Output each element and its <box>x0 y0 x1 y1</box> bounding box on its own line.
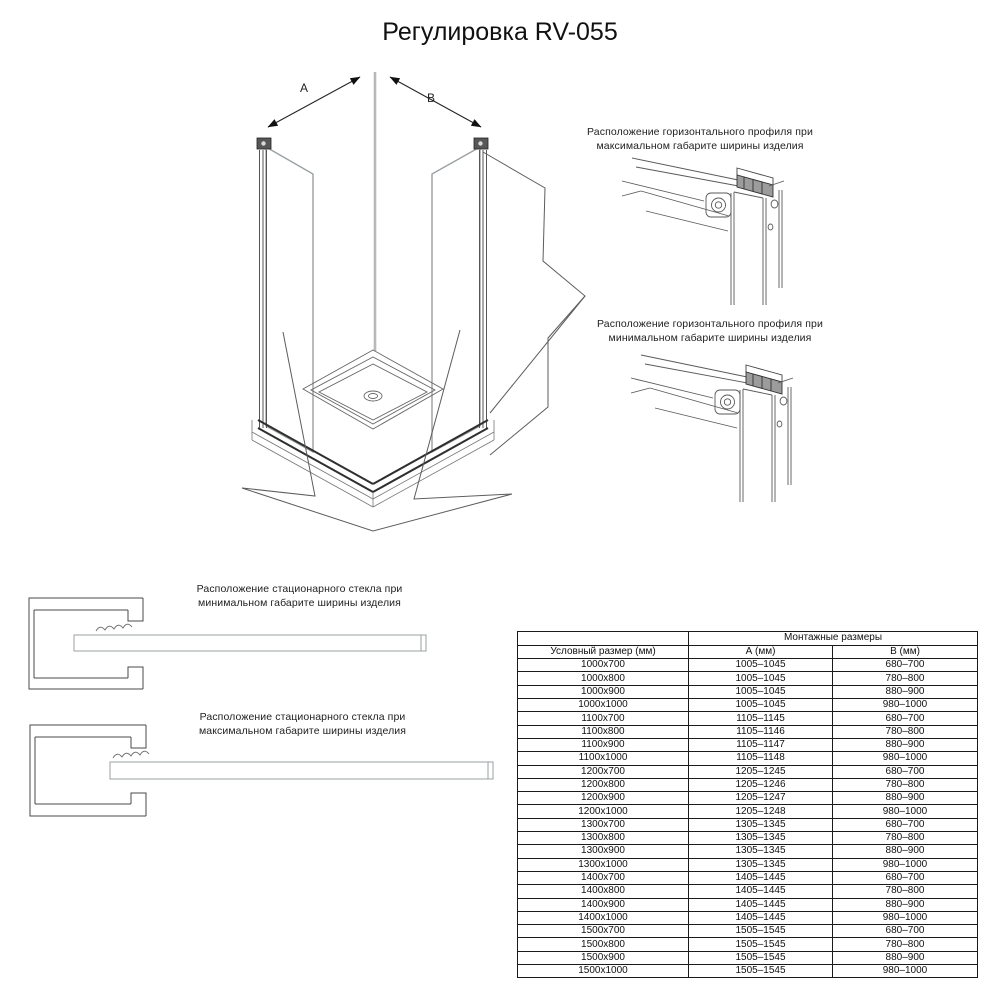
cell-size: 1500x900 <box>518 951 689 964</box>
cell-b: 980–1000 <box>833 805 978 818</box>
table-row <box>518 712 978 725</box>
section-glass-max <box>30 725 493 816</box>
cell-size: 1400x1000 <box>518 911 689 924</box>
cell-a: 1005–1045 <box>689 672 833 685</box>
cell-b: 880–900 <box>833 792 978 805</box>
cell-b: 980–1000 <box>833 752 978 765</box>
cell-b: 680–700 <box>833 765 978 778</box>
cell-size: 1400x700 <box>518 871 689 884</box>
cell-b: 980–1000 <box>833 699 978 712</box>
table-row <box>518 845 978 858</box>
table-row <box>518 765 978 778</box>
cell-a: 1305–1345 <box>689 845 833 858</box>
glass-pane-section <box>110 762 493 779</box>
left-glass-panel <box>266 147 313 452</box>
shower-tray <box>303 350 443 429</box>
cell-a: 1205–1248 <box>689 805 833 818</box>
cell-b: 880–900 <box>833 898 978 911</box>
cell-a: 1005–1045 <box>689 699 833 712</box>
cell-size: 1000x800 <box>518 672 689 685</box>
cell-a: 1105–1147 <box>689 738 833 751</box>
cell-a: 1305–1345 <box>689 858 833 871</box>
dimension-b-line <box>390 77 481 127</box>
cell-a: 1105–1148 <box>689 752 833 765</box>
cell-a: 1405–1445 <box>689 871 833 884</box>
cell-size: 1300x700 <box>518 818 689 831</box>
table-row <box>518 911 978 924</box>
cell-b: 880–900 <box>833 685 978 698</box>
dimension-a-label: A <box>300 81 309 95</box>
cell-a: 1205–1247 <box>689 792 833 805</box>
cell-a: 1505–1545 <box>689 925 833 938</box>
cell-b: 980–1000 <box>833 911 978 924</box>
section-glass-min <box>29 598 426 689</box>
right-post-cap-screw <box>478 141 482 145</box>
cell-size: 1000x700 <box>518 659 689 672</box>
table-group-header-row <box>518 632 978 646</box>
cell-b: 780–800 <box>833 778 978 791</box>
table-row <box>518 951 978 964</box>
gasket-wave <box>96 624 132 631</box>
table-header-row <box>518 645 978 659</box>
arrow-to-profile-details <box>483 152 585 455</box>
caption-horizontal-profile-max: Расположение горизонтального профиля при максимальном габарите ширины изделия <box>587 126 813 152</box>
cell-a: 1205–1245 <box>689 765 833 778</box>
cell-a: 1005–1045 <box>689 685 833 698</box>
cell-a: 1405–1445 <box>689 898 833 911</box>
bottom-frame <box>258 420 488 492</box>
table-row <box>518 818 978 831</box>
cell-a: 1505–1545 <box>689 938 833 951</box>
cell-b: 780–800 <box>833 885 978 898</box>
table-row <box>518 685 978 698</box>
header-b: В (мм) <box>833 645 978 659</box>
caption-stationary-glass-min: Расположение стационарного стекла при минимальном габарите ширины изделия <box>196 583 403 609</box>
cell-size: 1500x700 <box>518 925 689 938</box>
cell-b: 680–700 <box>833 818 978 831</box>
header-size: Условный размер (мм) <box>518 645 689 659</box>
table-row <box>518 725 978 738</box>
group-header-cell: Монтажные размеры <box>689 632 978 646</box>
cell-a: 1305–1345 <box>689 818 833 831</box>
left-post-cap-screw <box>261 141 265 145</box>
corner-cell <box>518 632 689 646</box>
cell-size: 1200x900 <box>518 792 689 805</box>
cell-b: 880–900 <box>833 951 978 964</box>
glass-pane-section <box>74 635 426 651</box>
drain <box>364 391 382 401</box>
enclosure-isometric <box>252 72 494 507</box>
cell-b: 880–900 <box>833 845 978 858</box>
cell-b: 680–700 <box>833 712 978 725</box>
cell-size: 1400x900 <box>518 898 689 911</box>
header-a: А (мм) <box>689 645 833 659</box>
table-row <box>518 965 978 978</box>
cell-a: 1305–1345 <box>689 832 833 845</box>
detail-horizontal-profile-max <box>622 158 784 305</box>
cell-size: 1200x800 <box>518 778 689 791</box>
gasket-wave <box>113 751 149 758</box>
cell-size: 1500x800 <box>518 938 689 951</box>
cell-size: 1200x1000 <box>518 805 689 818</box>
caption-horizontal-profile-min: Расположение горизонтального профиля при минимальном габарите ширины изделия <box>597 318 823 344</box>
cell-size: 1000x900 <box>518 685 689 698</box>
cell-size: 1200x700 <box>518 765 689 778</box>
bottom-frame-skirt <box>252 420 494 507</box>
cell-a: 1405–1445 <box>689 911 833 924</box>
cell-size: 1300x1000 <box>518 858 689 871</box>
mounting-dimensions-table <box>517 631 978 978</box>
table-row <box>518 659 978 672</box>
cell-size: 1400x800 <box>518 885 689 898</box>
cell-size: 1100x700 <box>518 712 689 725</box>
table-row <box>518 792 978 805</box>
table-row <box>518 699 978 712</box>
table-row <box>518 871 978 884</box>
table-row <box>518 778 978 791</box>
table-row <box>518 832 978 845</box>
table-row <box>518 938 978 951</box>
caption-stationary-glass-max: Расположение стационарного стекла при максимальном габарите ширины изделия <box>198 711 407 737</box>
dimension-b-label: B <box>427 91 436 105</box>
cell-b: 980–1000 <box>833 965 978 978</box>
table-row <box>518 898 978 911</box>
dimension-a-line <box>268 77 360 127</box>
cell-a: 1505–1545 <box>689 951 833 964</box>
cell-a: 1105–1146 <box>689 725 833 738</box>
table-row <box>518 752 978 765</box>
cell-b: 780–800 <box>833 725 978 738</box>
cell-b: 680–700 <box>833 925 978 938</box>
cell-size: 1300x900 <box>518 845 689 858</box>
cell-a: 1005–1045 <box>689 659 833 672</box>
cell-size: 1100x800 <box>518 725 689 738</box>
table-row <box>518 885 978 898</box>
cell-b: 780–800 <box>833 938 978 951</box>
cell-a: 1405–1445 <box>689 885 833 898</box>
table-row <box>518 738 978 751</box>
cell-size: 1500x1000 <box>518 965 689 978</box>
cell-a: 1505–1545 <box>689 965 833 978</box>
table-row <box>518 805 978 818</box>
cell-a: 1105–1145 <box>689 712 833 725</box>
cell-a: 1205–1246 <box>689 778 833 791</box>
cell-b: 680–700 <box>833 871 978 884</box>
cell-size: 1100x1000 <box>518 752 689 765</box>
cell-size: 1000x1000 <box>518 699 689 712</box>
cell-b: 880–900 <box>833 738 978 751</box>
table-row <box>518 925 978 938</box>
cell-b: 780–800 <box>833 832 978 845</box>
detail-horizontal-profile-min <box>631 355 793 502</box>
cell-size: 1300x800 <box>518 832 689 845</box>
cell-b: 780–800 <box>833 672 978 685</box>
table-row <box>518 672 978 685</box>
cell-b: 980–1000 <box>833 858 978 871</box>
mounting-table-body <box>518 659 978 978</box>
table-row <box>518 858 978 871</box>
page-title: Регулировка RV-055 <box>382 18 618 46</box>
cell-size: 1100x900 <box>518 738 689 751</box>
callout-arrows <box>242 152 585 531</box>
cell-b: 680–700 <box>833 659 978 672</box>
